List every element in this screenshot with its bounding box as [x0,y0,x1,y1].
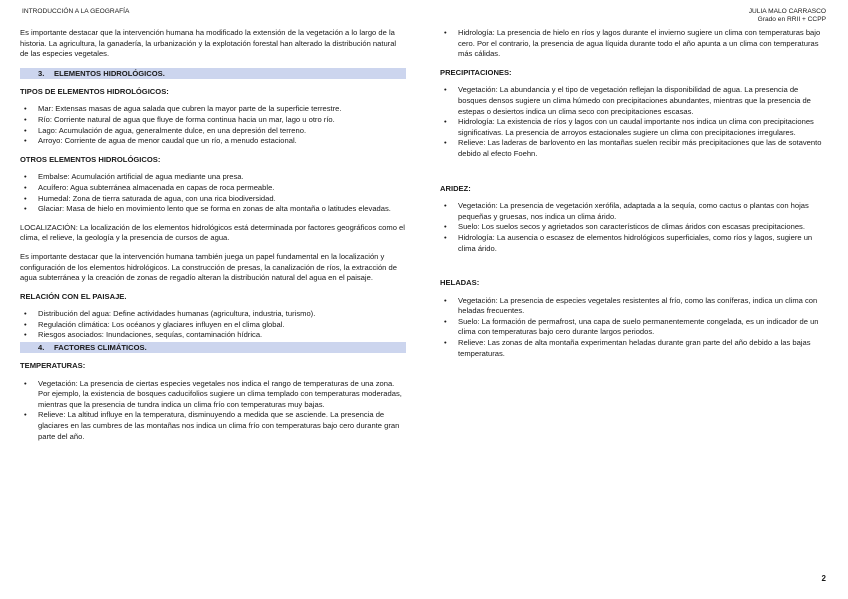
bullet-icon: • [24,172,27,182]
bullet-icon: • [24,114,27,124]
list-item: • Lago: Acumulación de agua, generalmente dulce, en una depresión del terreno. [24,125,307,135]
bullet-icon: • [444,28,447,37]
section-heading-3 [20,68,406,79]
list-item: • Suelo: La formación de permafrost, una capa de suelo permanentemente congelada, es un indicador de un clima con temperaturas bajo cero durante largos periodos. [444,316,819,337]
bullet-icon: • [444,295,447,305]
list-item: • Arroyo: Corriente de agua de menor caudal que un río, a menudo estacional. [24,136,297,146]
list-item: • Regulación climática: Los océanos y glaciares influyen en el clima global. [24,319,285,329]
subheading-temperaturas: TEMPERATURAS: [20,361,86,371]
aridez-list [440,201,828,254]
list-item: • Riesgos asociados: Inundaciones, sequías, contaminación hídrica. [24,330,263,340]
bullet-icon: • [444,338,447,348]
list-item: • Vegetación: La presencia de especies vegetales resistentes al frío, como las coníferas, indica un clima con heladas frecuentes. [444,295,818,316]
tipos-list [20,104,406,146]
list-item: • Hidrología: La ausencia o escasez de elementos hidrológicos superficiales, como ríos y lagos, sugiere un clima árido. [444,232,813,253]
section-number: 4. [38,343,45,353]
subheading-precipitaciones: PRECIPITACIONES: [440,67,512,77]
relacion-list [20,309,406,341]
page-header [22,8,826,28]
subheading-heladas: HELADAS: [440,278,480,288]
bullet-icon: • [24,104,27,114]
section-heading-4 [20,342,406,353]
bullet-icon: • [24,193,27,203]
bullet-icon: • [444,138,447,148]
list-item: • Vegetación: La abundancia y el tipo de vegetación reflejan la disponibilidad de agua. La presencia de bosques densos sugiere un clima húmedo con precipitaciones abundantes, mientras que la presencia de estepas o desiertos indica un clima seco con precipitaciones escasas. [444,85,811,116]
bullet-icon: • [24,204,27,214]
bullet-icon: • [444,232,447,242]
bullet-icon: • [444,316,447,326]
bullet-icon: • [444,85,447,95]
degree-name: Grado en RRII + CCPP [757,16,826,23]
list-item: • Acuífero: Agua subterránea almacenada en capas de roca permeable. [24,182,275,192]
list-item: • Relieve: Las laderas de barlovento en las montañas suelen recibir más precipitaciones que las de sotavento debido al efecto Foehn. [444,138,822,158]
bullet-icon: • [24,182,27,192]
left-column [20,28,406,450]
list-item: • Vegetación: La presencia de vegetación xerófila, adaptada a la sequía, como cactus o plantas con hojas pequeñas y gruesas, nos indica un clima árido. [444,201,809,221]
otros-list [20,172,406,214]
list-item: • Suelo: Los suelos secos y agrietados son característicos de climas áridos con escasas precipitaciones. [444,222,805,232]
bullet-icon: • [444,201,447,211]
list-item: • Río: Corriente natural de agua que fluye de forma continua hacia un mar, lago u otro río. [24,114,335,124]
list-item: • Vegetación: La presencia de ciertas especies vegetales nos indica el rango de temperaturas de una zona. Por ejemplo, la existencia de bosques caducifolios sugiere un clima templado con temperaturas moderadas, mientras que la presencia de tundra indica un clima frío con temperaturas muy bajas. [24,378,402,409]
precipitaciones-list [440,85,828,159]
author-info [749,8,826,24]
subheading-tipos: TIPOS DE ELEMENTOS HIDROLÓGICOS: [20,86,169,96]
bullet-icon: • [24,378,27,388]
subheading-relacion: RELACIÓN CON EL PAISAJE. [20,291,127,301]
bullet-icon: • [24,309,27,319]
list-item: • Relieve: La altitud influye en la temperatura, disminuyendo a medida que se asciende. La presencia de glaciares en las cumbres de las montañas nos indica un clima frío con temperaturas bajo cero durante gran parte del año. [24,410,400,441]
author-name: JULIA MALO CARRASCO [748,8,826,15]
list-item: • Relieve: Las zonas de alta montaña experimentan heladas durante gran parte del año debido a las bajas temperaturas. [444,338,811,358]
temperaturas-list [20,379,406,443]
hidrologia-list [440,28,828,60]
list-item: • Glaciar: Masa de hielo en movimiento lento que se forma en zonas de alta montaña o latitudes elevadas. [24,204,391,214]
subheading-aridez: ARIDEZ: [440,183,471,193]
bullet-icon: • [24,330,27,340]
list-item: • Distribución del agua: Define actividades humanas (agricultura, industria, turismo). [24,309,316,319]
spacer [440,262,828,272]
localizacion-paragraph: LOCALIZACIÓN: La localización de los elementos hidrológicos está determinada por factores geográficos como el clima, el relieve, la geología y la presencia de cursos de agua. [20,222,405,243]
bullet-icon: • [24,410,27,420]
intervencion-paragraph: Es importante destacar que la intervención humana también juega un papel fundamental en la localización y configuración de los elementos hidrológicos. La construcción de presas, la canalización de ríos, la extracción de agua subterránea y la creación de zonas de regadío alteran la distribución natural del agua en el paisaje. [20,251,397,283]
bullet-icon: • [444,117,447,127]
section-number: 3. [38,68,45,78]
list-item: • Humedal: Zona de tierra saturada de agua, con una rica biodiversidad. [24,193,276,203]
section-title: ELEMENTOS HIDROLÓGICOS. [54,68,165,78]
list-item: • Embalse: Acumulación artificial de agua mediante una presa. [24,172,244,182]
subheading-otros: OTROS ELEMENTOS HIDROLÓGICOS: [20,154,161,164]
spacer [440,168,828,178]
bullet-icon: • [24,125,27,135]
heladas-list [440,296,828,360]
list-item: • Mar: Extensas masas de agua salada que cubren la mayor parte de la superficie terrestre. [24,104,342,114]
page-number: 2 [821,574,826,583]
right-column [440,28,828,367]
document-title: INTRODUCCIÓN A LA GEOGRAFÍA [22,8,130,15]
bullet-icon: • [444,222,447,232]
bullet-icon: • [24,319,27,329]
section-title: FACTORES CLIMÁTICOS. [54,343,147,353]
intro-paragraph: Es importante destacar que la intervención humana ha modificado la extensión de la vegetación a lo largo de la historia. La agricultura, la ganadería, la urbanización y la explotación forestal han alterado la distribución natural de las especies vegetales. [20,28,397,59]
bullet-icon: • [24,136,27,146]
list-item: • Hidrología: La existencia de ríos y lagos con un caudal importante nos indica un clima con precipitaciones significativas. La presencia de arroyos estacionales sugiere un clima con precipitaciones irregulares. [444,117,814,137]
list-item: • Hidrología: La presencia de hielo en ríos y lagos durante el invierno sugiere un clima con temperaturas bajo cero. Por el contrario, la presencia de agua líquida durante todo el año apunta a un clima con temperaturas más cálidas. [444,28,821,59]
